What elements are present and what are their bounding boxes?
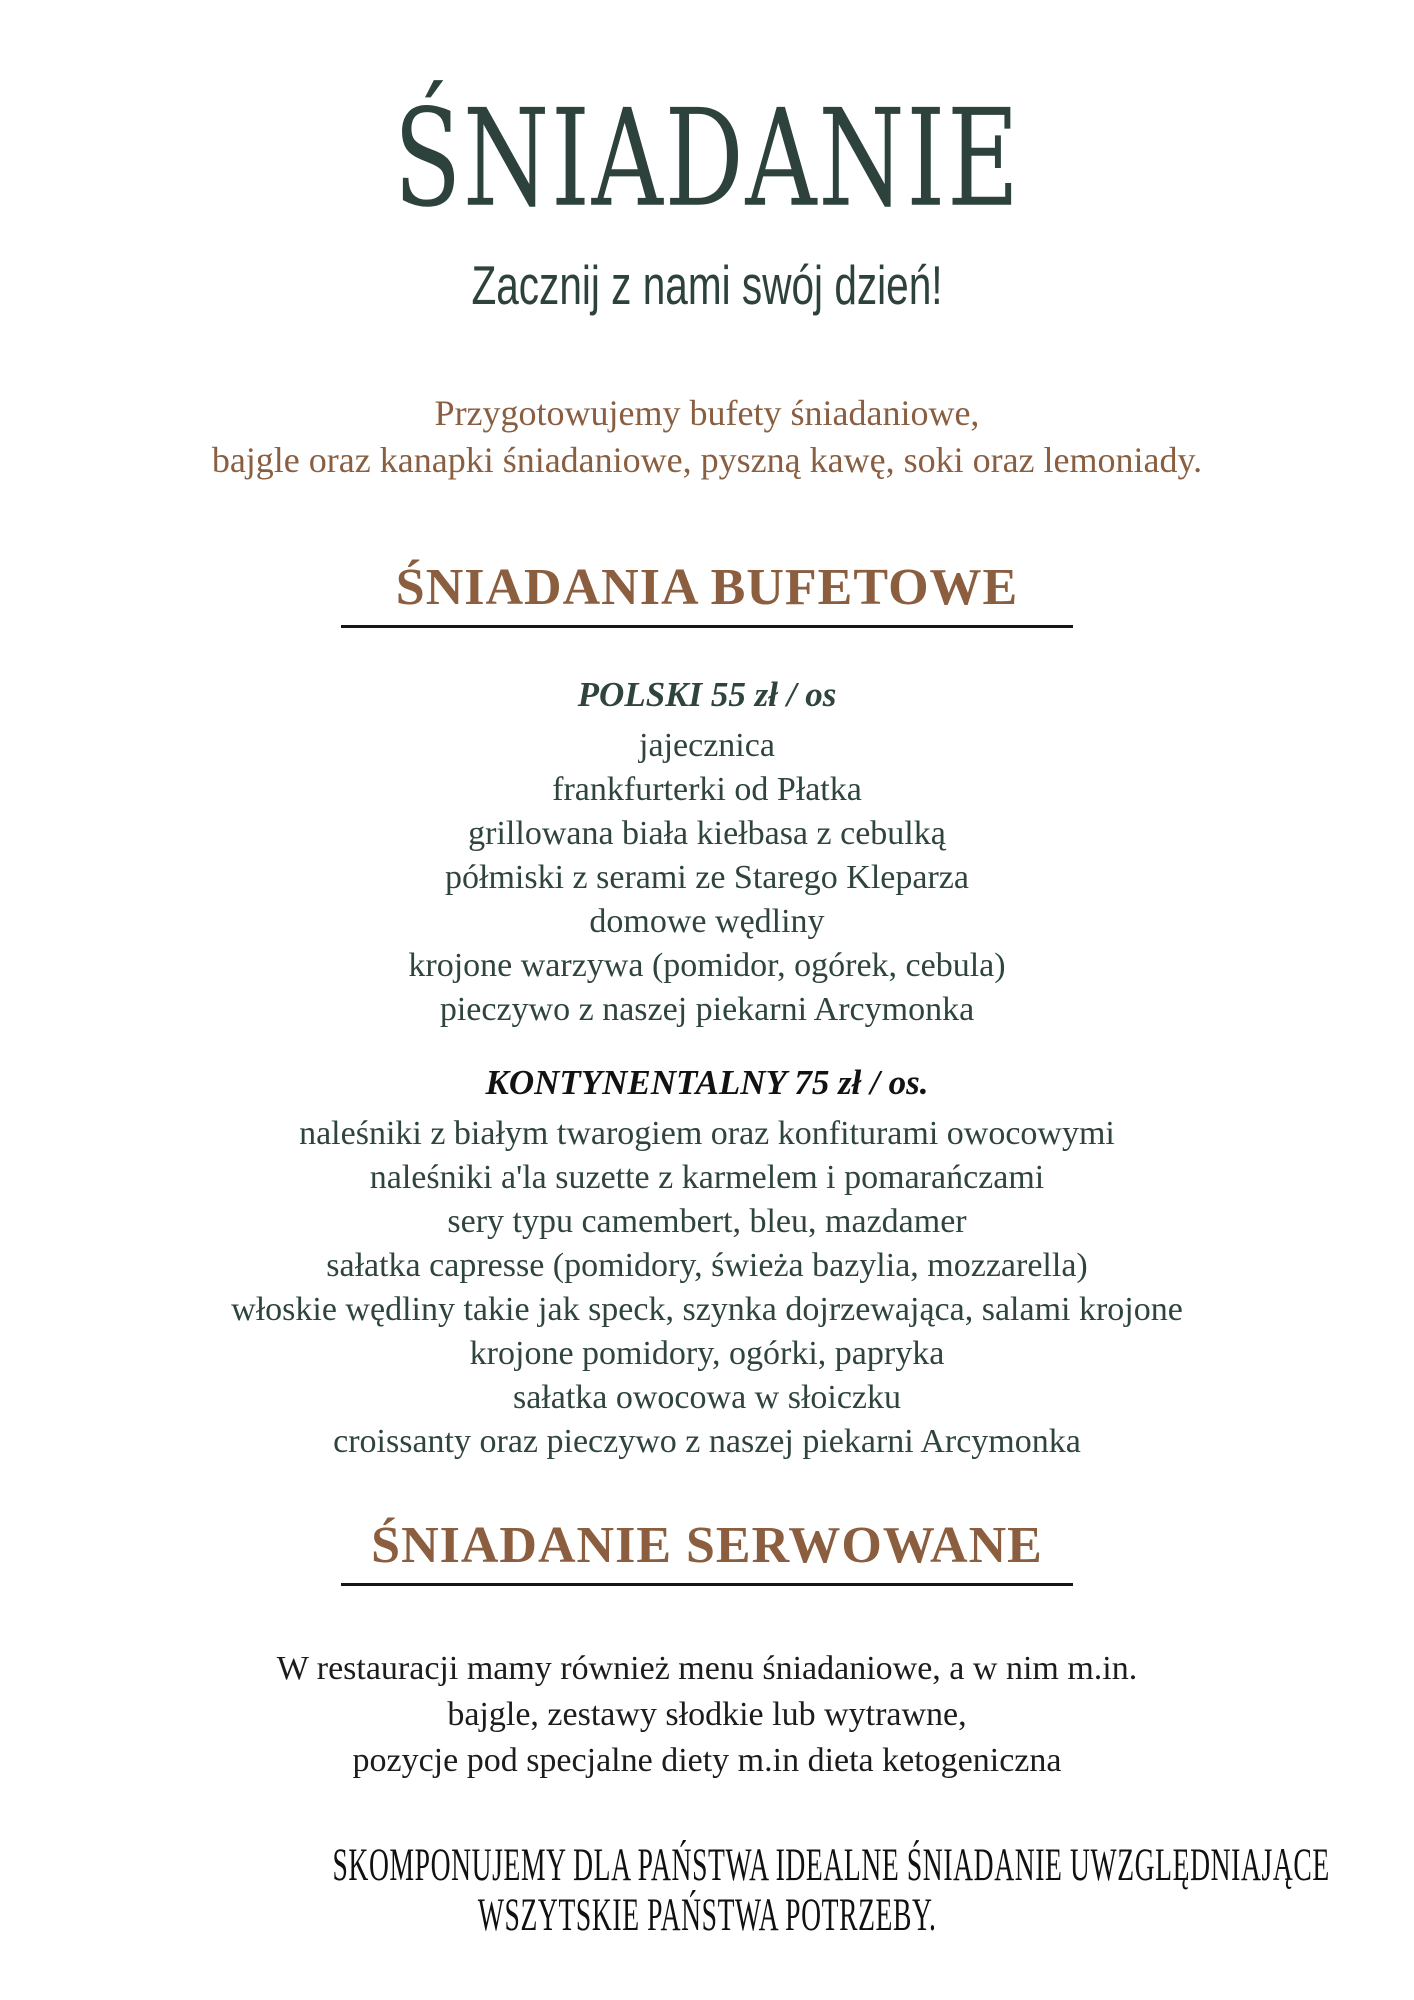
section-heading-buffet: ŚNIADANIA BUFETOWE — [395, 559, 1019, 616]
menu-item: frankfurterki od Płatka — [552, 771, 862, 808]
footer-line-wrap — [0, 1887, 1414, 1940]
footer-line-wrap — [0, 1837, 1414, 1890]
intro-line: bajgle oraz kanapki śniadaniowe, pyszną kawę, soki oraz lemoniady. — [211, 440, 1203, 480]
heading-underline — [341, 1583, 1073, 1586]
menu-item: grillowana biała kiełbasa z cebulką — [468, 815, 946, 852]
polish-buffet-items — [0, 724, 1414, 1032]
menu-item: półmiski z serami ze Starego Kleparza — [445, 859, 969, 896]
menu-item: domowe wędliny — [589, 903, 825, 940]
footer-note — [0, 1837, 1414, 1940]
served-line: bajgle, zestawy słodkie lub wytrawne, — [447, 1696, 967, 1733]
intro-paragraph — [0, 390, 1414, 484]
menu-item: krojone warzywa (pomidor, ogórek, cebula) — [408, 947, 1006, 984]
menu-item: sałatka capresse (pomidory, świeża bazylia, mozzarella) — [326, 1247, 1088, 1284]
polish-buffet-title: POLSKI 55 zł / os — [577, 675, 837, 714]
page-tagline: Zacznij z nami swój dzień! — [471, 255, 943, 317]
served-paragraph — [0, 1646, 1414, 1784]
menu-item: naleśniki a'la suzette z karmelem i pomarańczami — [369, 1159, 1045, 1196]
served-line: pozycje pod specjalne diety m.in dieta ketogeniczna — [352, 1742, 1062, 1779]
menu-item: croissanty oraz pieczywo z naszej piekarni Arcymonka — [333, 1423, 1081, 1460]
served-line: W restauracji mamy również menu śniadaniowe, a w nim m.in. — [276, 1650, 1138, 1687]
menu-item: jajecznica — [639, 727, 775, 764]
menu-item: sery typu camembert, bleu, mazdamer — [447, 1203, 967, 1240]
tagline-wrap — [0, 255, 1414, 317]
menu-item: naleśniki z białym twarogiem oraz konfiturami owocowymi — [299, 1115, 1115, 1152]
menu-item: krojone pomidory, ogórki, papryka — [469, 1335, 945, 1372]
intro-line: Przygotowujemy bufety śniadaniowe, — [434, 393, 980, 433]
section-heading-served: ŚNIADANIE SERWOWANE — [371, 1517, 1043, 1574]
footer-line: WSZYTSKIE PAŃSTWA POTRZEBY. — [477, 1887, 937, 1940]
page-title: ŚNIADANIE — [393, 81, 1021, 238]
heading-underline — [341, 625, 1073, 628]
menu-item: sałatka owocowa w słoiczku — [512, 1379, 902, 1416]
continental-buffet-items — [0, 1112, 1414, 1464]
continental-buffet-title: KONTYNENTALNY 75 zł / os. — [485, 1063, 929, 1102]
footer-line: SKOMPONUJEMY DLA PAŃSTWA IDEALNE ŚNIADANIE UWZGLĘDNIAJĄCE — [332, 1837, 1330, 1890]
menu-item: włoskie wędliny takie jak speck, szynka dojrzewająca, salami krojone — [231, 1291, 1183, 1328]
masthead — [0, 0, 1414, 242]
menu-item: pieczywo z naszej piekarni Arcymonka — [439, 991, 975, 1028]
